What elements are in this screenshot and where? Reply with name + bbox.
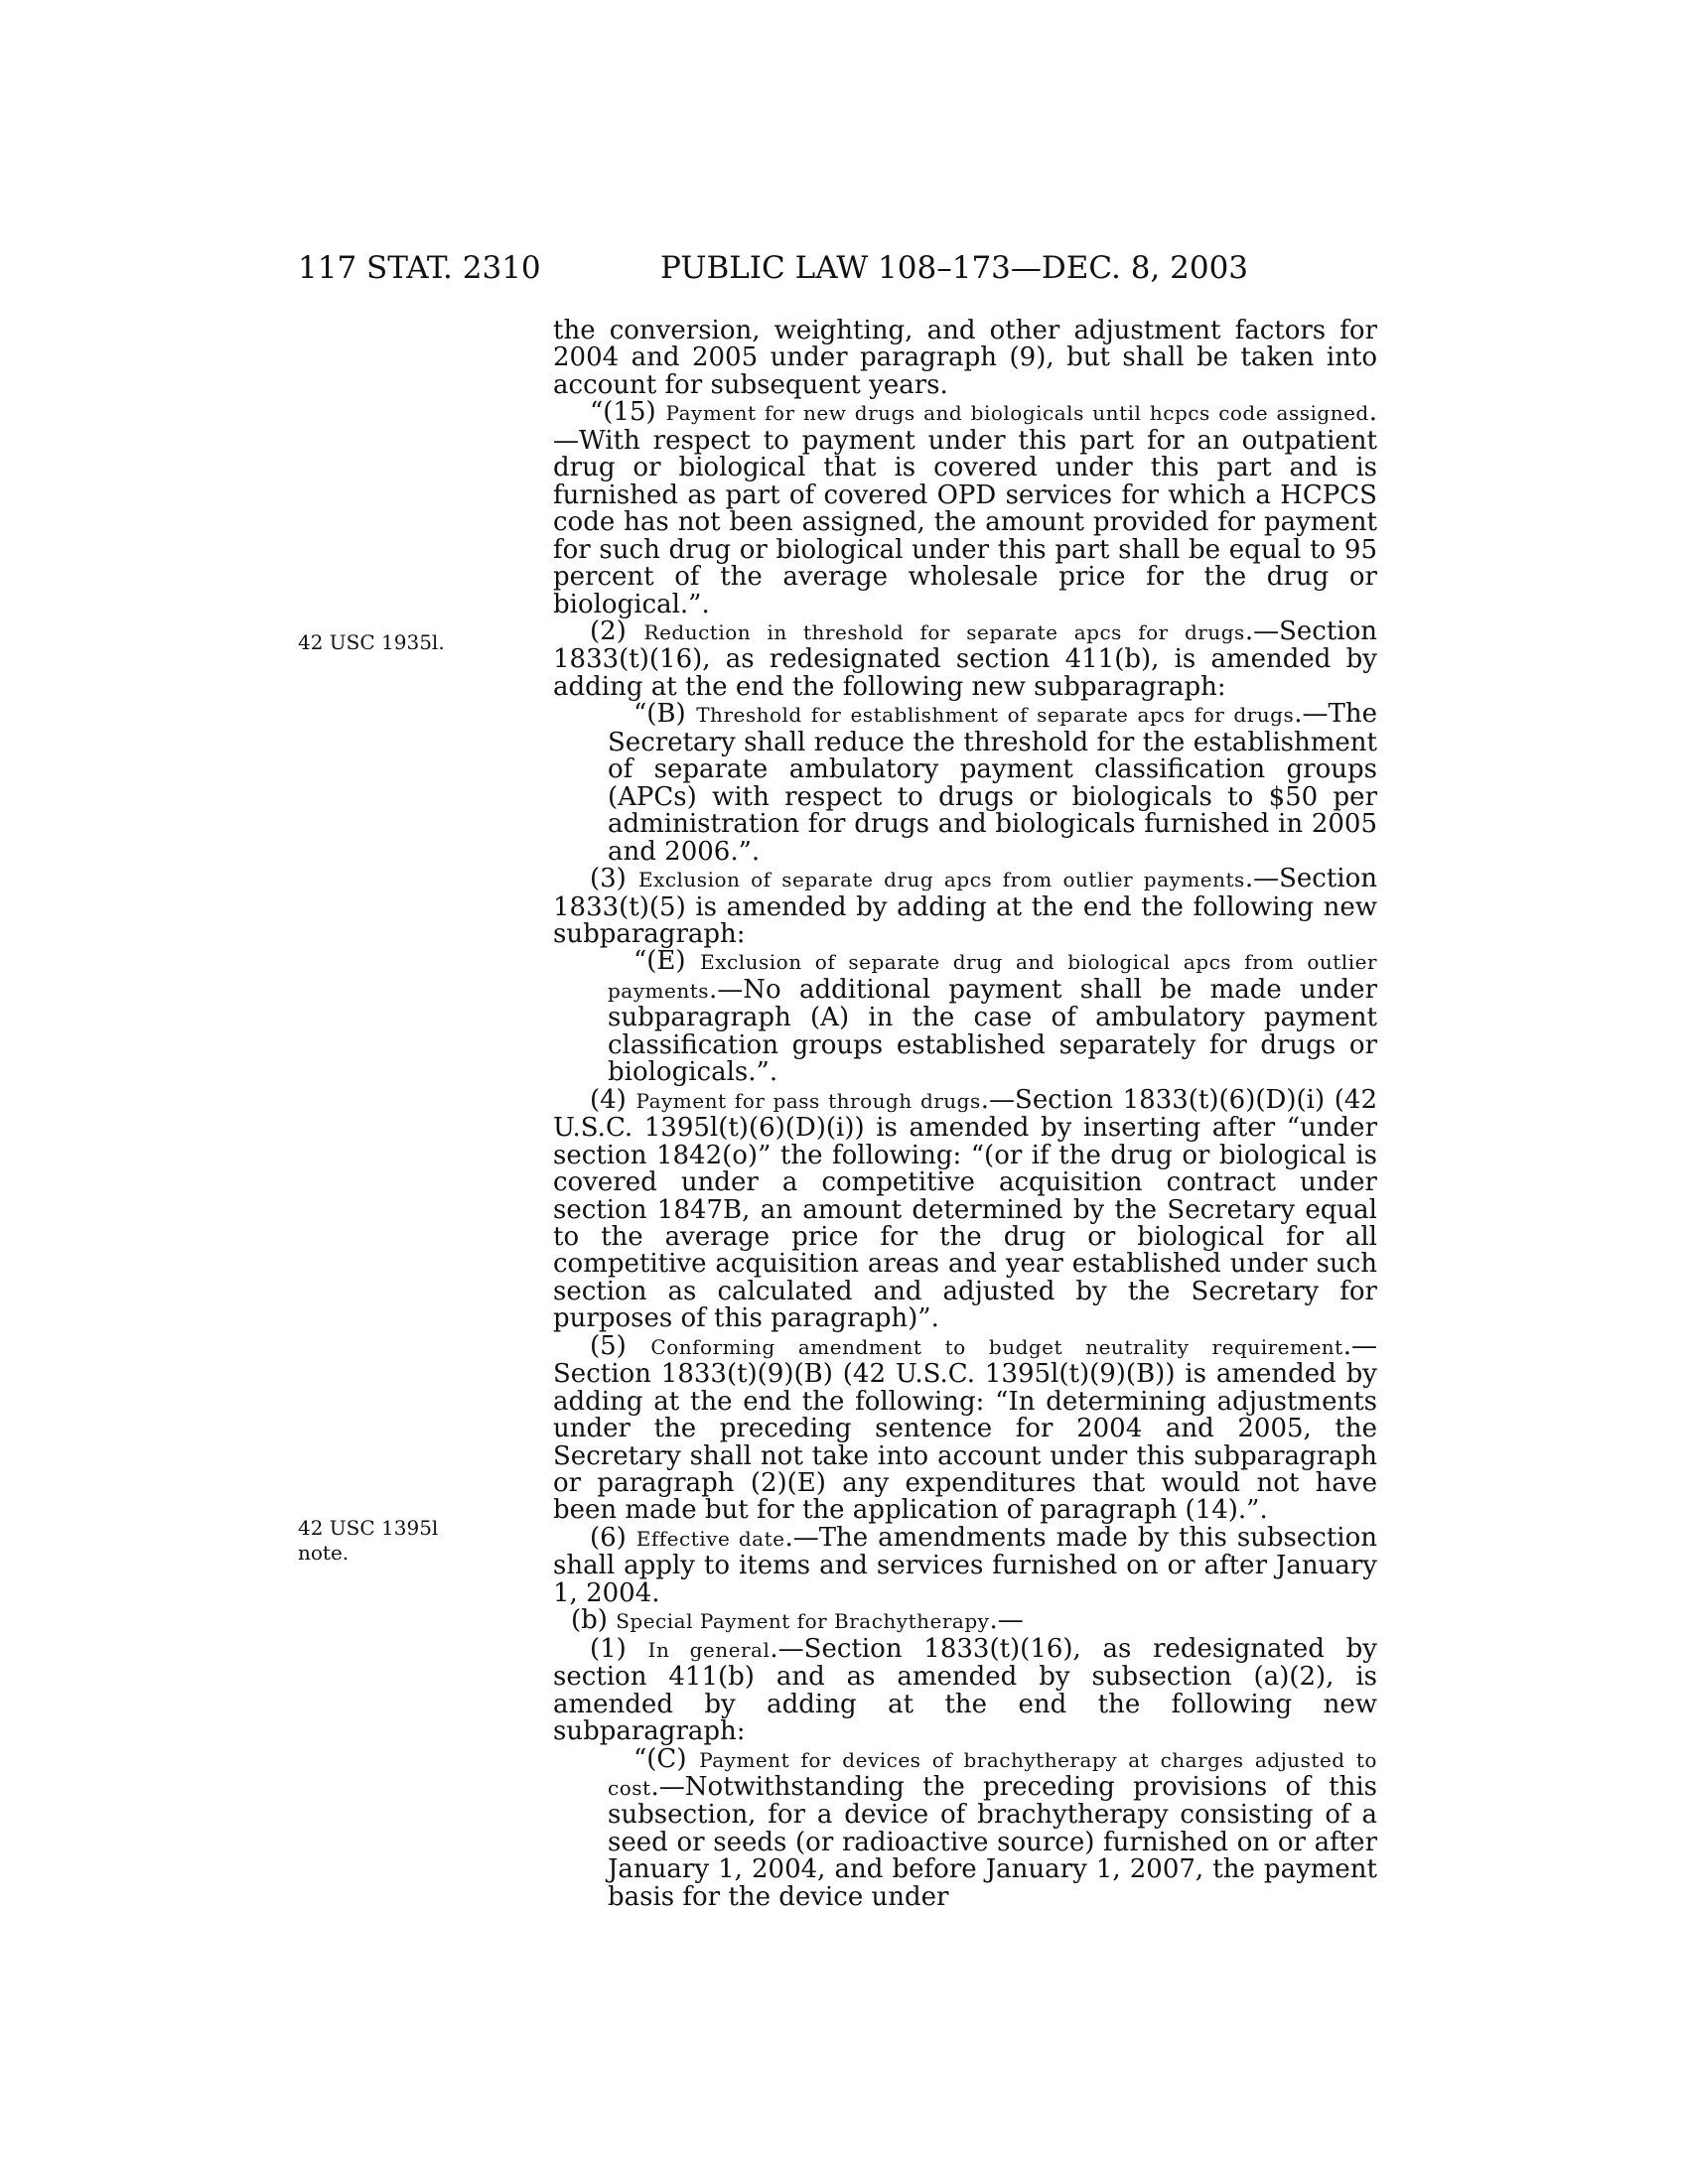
paragraph-heading: Payment for devices of brachytherapy at charges adjusted to cost [608,1747,1377,1801]
paragraph-heading: In general [647,1637,771,1662]
paragraph-text: .—The Secretary shall reduce the threshold for the establishment of separate ambulatory payment classification groups (APCs) with respect to drugs or biologicals to $50 per administration for drugs and biologicals furnished in 2005 and 2006.”. [608,699,1377,867]
paragraph-heading: Payment for new drugs and biologicals until hcpcs code assigned [665,401,1369,426]
paragraph-text: .—No additional payment shall be made under subparagraph (A) in the case of ambulatory payment classification groups established separately for drugs or biologicals.”. [608,974,1377,1088]
paragraph-lead: “(B) [633,699,697,730]
paragraph-lead: (1) [590,1633,648,1664]
paragraph-lead: “(E) [633,946,701,977]
paragraph-lead: (b) [571,1605,617,1636]
margin-note-usc-2: 42 USC 1395l [298,1516,439,1540]
paragraph-heading: Threshold for establishment of separate apcs for drugs [696,703,1295,728]
paragraph-heading: Effective date [635,1526,785,1551]
margin-note-usc-2-note: note. [298,1541,350,1565]
paragraph-lead: (5) [590,1330,651,1361]
paragraph-text: .—Section 1833(t)(5) is amended by adding at the end the following new subparagraph: [553,864,1378,949]
statute-body [553,318,1377,1911]
page-title: PUBLIC LAW 108–173—DEC. 8, 2003 [660,250,1249,286]
paragraph-15 [553,399,1377,618]
paragraph-heading: Exclusion of separate drug apcs from outlier payments [637,868,1245,892]
paragraph-a4 [553,1084,1377,1334]
paragraph-lead: (2) [590,615,644,646]
subparagraph-e [608,948,1377,1086]
paragraph-heading: Payment for pass through drugs [635,1088,981,1113]
paragraph-b1 [553,1633,1377,1747]
paragraph-text: .—The amendments made by this subsection shall apply to items and services furnished on or after January 1, 2004. [553,1522,1377,1608]
paragraph-text: .—Section 1833(t)(16), as redesignated section 411(b), is amended by adding at the end the following new subparagraph: [553,615,1378,702]
paragraph-text: the conversion, weighting, and other adjustment factors for 2004 and 2005 under paragraph (9), but shall be taken into account for subsequent years. [553,316,1377,400]
paragraph-text: .— [989,1605,1024,1636]
subparagraph-b [608,701,1377,866]
paragraph-text: .—Section 1833(t)(16), as redesignated by section 411(b) and as amended by subsection (a)(2), is amended by adding at the end the following new subparagraph: [553,1633,1377,1747]
paragraph-heading: Conforming amendment to budget neutrality requirement [650,1334,1343,1359]
paragraph-heading: Reduction in threshold for separate apcs for drugs [643,619,1245,644]
paragraph-text: .—Section 1833(t)(9)(B) (42 U.S.C. 1395l(t)(9)(B)) is amended by adding at the end the following: “In determining adjustments under the preceding sentence for 2004 and 2005, the Secretary shall not take into account under this subparagraph or paragraph (2)(E) any expenditures that would not have been made but for the application of paragraph (14).”. [553,1330,1377,1526]
paragraph-text: .—Notwithstanding the preceding provisions of this subsection, for a device of brachytherapy consisting of a seed or seeds (or radioactive source) furnished on or after January 1, 2004, and before January 1, 2007, the payment basis for the device under [608,1772,1377,1912]
subparagraph-c [608,1743,1377,1912]
paragraph-lead: (3) [590,864,638,894]
paragraph-lead: “(15) [590,397,666,428]
paragraph-lead: “(C) [633,1743,700,1774]
page-reference: 117 STAT. 2310 [298,250,541,286]
paragraph-lead: (6) [590,1522,636,1553]
subsection-b [553,1607,1377,1635]
paragraph-heading: Special Payment for Brachytherapy [616,1609,990,1634]
paragraph-a5 [553,1330,1377,1526]
paragraph-lead: (4) [590,1084,636,1115]
paragraph-a3 [553,866,1377,948]
margin-note-usc-1: 42 USC 1935l. [298,630,445,654]
paragraph-text: .—With respect to payment under this part for an outpatient drug or biological that is covered under this part and is furnished as part of covered OPD services for which a HCPCS code has not been assigned, the amount provided for payment for such drug or biological under this part shall be equal to 95 percent of the average wholesale price for the drug or biological.”. [553,397,1377,619]
paragraph-heading: Exclusion of separate drug and biological apcs from outlier payments [608,950,1377,1003]
paragraph-a6 [553,1522,1377,1608]
paragraph-a2 [553,615,1378,702]
paragraph-text: .—Section 1833(t)(6)(D)(i) (42 U.S.C. 1395l(t)(6)(D)(i)) is amended by inserting after “under section 1842(o)” the following: “(or if the drug or biological is covered under a competitive acquisition contract under section 1847B, an amount determined by the Secretary equal to the average price for the drug or biological for all competitive acquisition areas and year established under such section as calculated and adjusted by the Secretary for purposes of this paragraph)”. [553,1084,1377,1334]
paragraph-continuation [553,318,1377,399]
